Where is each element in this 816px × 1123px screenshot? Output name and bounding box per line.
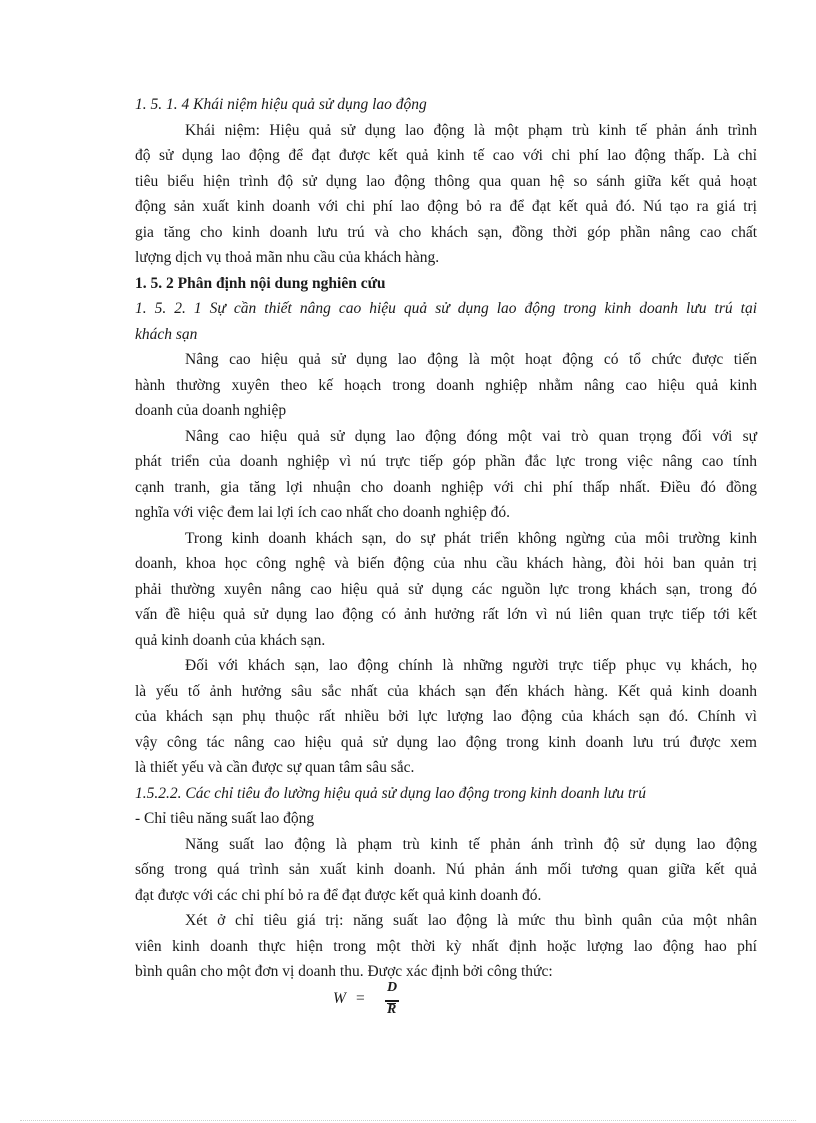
formula-equals: = xyxy=(356,990,365,1007)
para4-line: Trong kinh doanh khách sạn, do sự phát triển không ngừng của môi trường kinh xyxy=(185,530,757,547)
heading-1521: khách sạn xyxy=(135,326,198,343)
para7-line: Xét ở chỉ tiêu giá trị: năng suất lao động là mức thu bình quân của một nhân xyxy=(185,912,757,929)
para2-line: doanh của doanh nghiệp xyxy=(135,402,287,419)
page-bottom-divider xyxy=(20,1120,796,1121)
para2-line: hành thường xuyên theo kế hoạch trong doanh nghiệp nhằm nâng cao hiệu quả kinh xyxy=(135,377,757,394)
para1-line: động sản xuất kinh doanh với chi phí lao động bỏ ra để đạt kết quả đó. Nú tạo ra giá trị xyxy=(135,198,757,215)
para1-line: Khái niệm: Hiệu quả sử dụng lao động là một phạm trù kinh tế phản ánh trình xyxy=(185,122,757,139)
formula-denominator: R xyxy=(387,1002,397,1017)
para6-line: Năng suất lao động là phạm trù kinh tế phản ánh trình độ sử dụng lao động xyxy=(185,836,757,853)
productivity-formula xyxy=(330,982,420,1026)
para3-line: phát triển của doanh nghiệp vì nú trực tiếp góp phần đắc lực trong việc nâng cao tính xyxy=(135,453,757,470)
para5-line: vậy công tác nâng cao hiệu quả sử dụng lao động trong kinh doanh lưu trú được xem xyxy=(135,734,757,751)
para3-line: Nâng cao hiệu quả sử dụng lao động đóng một vai trò quan trọng đối với sự xyxy=(185,428,757,445)
para4-line: vấn đề hiệu quả sử dụng lao động có ảnh hưởng rất lớn vì nú liên quan trực tiếp tới kết xyxy=(135,606,757,623)
para5-line: là yếu tố ảnh hưởng sâu sắc nhất của khách sạn đến khách hàng. Kết quả kinh doanh xyxy=(135,683,757,700)
para5-line: của khách sạn phụ thuộc rất nhiều bởi lực lượng lao động của khách sạn đó. Chính vì xyxy=(135,708,757,725)
para1-line: gia tăng cho kinh doanh lưu trú và cho khách sạn, đồng thời góp phần nâng cao chất xyxy=(135,224,757,241)
para3-line: cạnh tranh, gia tăng lợi nhuận cho doanh nghiệp với chi phí thấp nhất. Điều đó đồng xyxy=(135,479,757,496)
heading-1514: 1. 5. 1. 4 Khái niệm hiệu quả sử dụng lao động xyxy=(135,96,427,113)
para7-line: bình quân cho một đơn vị doanh thu. Được xác định bởi công thức: xyxy=(135,963,553,980)
para5-line: Đối với khách sạn, lao động chính là những người trực tiếp phục vụ khách, họ xyxy=(185,657,757,674)
heading-1522: 1.5.2.2. Các chỉ tiêu đo lường hiệu quả sử dụng lao động trong kinh doanh lưu trú xyxy=(135,785,646,802)
formula-lhs: W xyxy=(333,990,346,1007)
para4-line: quả kinh doanh của khách sạn. xyxy=(135,632,326,649)
para6-line: sống trong quá trình sản xuất kinh doanh. Nú phản ánh mối tương quan giữa kết quả xyxy=(135,861,757,878)
heading-152: 1. 5. 2 Phân định nội dung nghiên cứu xyxy=(135,275,386,292)
para2-line: Nâng cao hiệu quả sử dụng lao động là một hoạt động có tổ chức được tiến xyxy=(185,351,757,368)
para5-line: là thiết yếu và cần được sự quan tâm sâu sắc. xyxy=(135,759,415,776)
para1-line: tiêu biểu hiện trình độ sử dụng lao động thông qua quan hệ so sánh giữa kết quả hoạt xyxy=(135,173,757,190)
para7-line: viên kinh doanh thực hiện trong một thời kỳ nhất định hoặc lượng lao động hao phí xyxy=(135,938,757,955)
para4-line: doanh, khoa học công nghệ và biến động của nhu cầu khách hàng, đòi hỏi ban quản trị xyxy=(135,555,757,572)
formula-numerator: D xyxy=(387,980,398,995)
heading-1521: 1. 5. 2. 1 Sự cần thiết nâng cao hiệu quả sử dụng lao động trong kinh doanh lưu trú tại xyxy=(135,300,757,317)
para4-line: phải thường xuyên nâng cao hiệu quả sử dụng các nguồn lực trong khách sạn, trong đó xyxy=(135,581,757,598)
bullet-productivity: - Chỉ tiêu năng suất lao động xyxy=(135,810,315,827)
para1-line: độ sử dụng lao động để đạt được kết quả kinh tế cao với chi phí lao động thấp. Là chỉ xyxy=(135,147,757,164)
para3-line: nghĩa với việc đem lai lợi ích cao nhất cho doanh nghiệp đó. xyxy=(135,504,510,521)
para1-line: lượng dịch vụ thoả mãn nhu cầu của khách hàng. xyxy=(135,249,440,266)
para6-line: đạt được với các chi phí bỏ ra để đạt được kết quả kinh doanh đó. xyxy=(135,887,542,904)
